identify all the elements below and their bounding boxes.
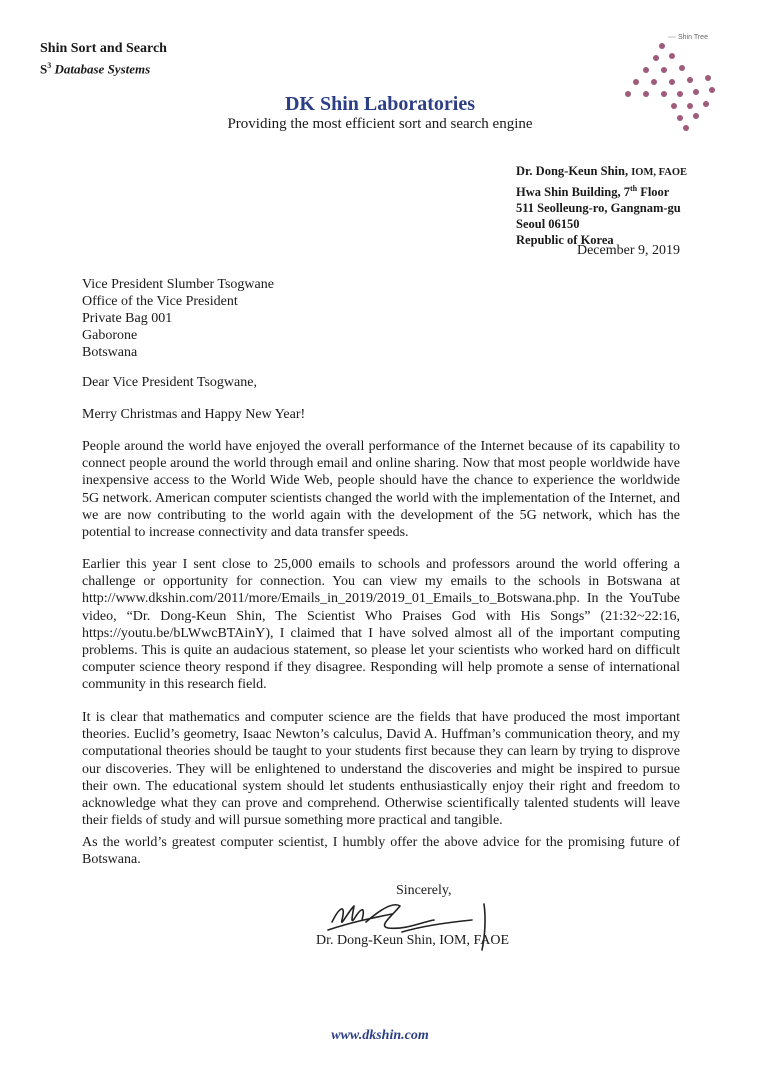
recipient-country: Botswana [82,345,138,360]
company-block [40,40,167,77]
sender-name-line: Dr. Dong-Keun Shin, IOM, FAOE [516,164,688,178]
greeting: Merry Christmas and Happy New Year! [82,407,306,422]
salutation: Dear Vice President Tsogwane, [82,375,257,390]
sender-address [516,163,687,248]
paragraph-emails: Earlier this year I sent close to 25,000 emails to schools and professors around the world offering a challenge or opportunity for connection. You can view my emails to the schools in Botswana at http://www.dkshin.com/2011/more/Emails_in_2019/2019_01_Emails_to_Botswana.php. In the YouTube video, “Dr. Dong-Keun Shin, The Scientist Who Praises God with His Songs” (21:32~22:16, https://youtu.be/bLWwcBTAinY), I claimed that I have solved almost all of the important computing problems. This is quite an audacious statement, so please let your scientists who worked hard on difficult computer science theory respond if they disagree. Responding will help promote a sense of international community in this research field. [82,557,680,693]
logo-dot [661,91,667,97]
logo-dot [709,87,715,93]
tagline: Providing the most efficient sort and search engine [227,116,533,132]
logo-dot [671,103,677,109]
logo-dot [693,113,699,119]
company-subtitle: $S^3$ Database Systems [40,61,151,77]
logo-dot [683,125,689,131]
logo-dot [677,115,683,121]
logo-dot [659,43,665,49]
lab-name: DK Shin Laboratories [284,93,476,115]
logo-dot [703,101,709,107]
logo-dot [661,67,667,73]
paragraph-education: It is clear that mathematics and computer science are the fields that have produced the most important theories. Euclid’s geometry, Isaac Newton’s calculus, David A. Huffman’s communication theory, and my computational theories should be taught to your students first because they can learn by trying to disprove our discoveries. They will be enlightened to understand the discoveries and might be inspired to pursue their own. The educational system should let students enthusiastically enjoy their right and freedom to acknowledge what they can prove and comprehend. Otherwise scientifically talented students will leave their fields of study and will pursue something more practical and tangible. [82,710,680,829]
logo-dot [633,79,639,85]
logo-dot [679,65,685,71]
logo-dot [677,91,683,97]
logo-dot [705,75,711,81]
shin-tree-logo-icon [616,28,726,133]
logo-dot [687,103,693,109]
valediction: Sincerely, [396,883,452,898]
company-name: Shin Sort and Search [40,41,167,56]
logo-dot [625,91,631,97]
logo-dot [669,53,675,59]
recipient-city: Gaborone [82,328,138,343]
footer-website: www.dkshin.com [331,1028,429,1043]
logo-dot [651,79,657,85]
logo-dot [687,77,693,83]
sender-street: 511 Seolleung-ro, Gangnam-gu [516,201,681,216]
sender-city: Seoul 06150 [516,217,580,232]
sender-country: Republic of Korea [516,233,614,248]
logo-dot [693,89,699,95]
paragraph-advice: As the world’s greatest computer scientist, I humbly offer the above advice for the promising future of Botswana. [82,835,680,868]
handwritten-signature [322,892,512,956]
logo-dot [653,55,659,61]
logo-dot [669,79,675,85]
logo-dot [643,91,649,97]
recipient-address [82,276,274,361]
signature-line: Dr. Dong-Keun Shin, IOM, FAOE [316,933,510,948]
letter-date: December 9, 2019 [576,243,680,258]
logo-label: Shin Tree [678,34,708,41]
sender-building: Hwa Shin Building, 7th Floor [516,184,670,200]
recipient-bag: Private Bag 001 [82,311,173,326]
logo-dot [643,67,649,73]
recipient-name: Vice President Slumber Tsogwane [82,277,274,292]
recipient-office: Office of the Vice President [82,294,238,309]
paragraph-internet: People around the world have enjoyed the overall performance of the Internet because of its capability to connect people around the world through email and online sharing. Now that most people worldwide have inexpensive access to the World Wide Web, people should have the chance to experience the worldwide 5G network. American computer scientists changed the world with the implementation of the Internet, and we are now contributing to the world again with the development of the 5G network, which has the potential to increase connectivity and data transfer speeds. [82,439,680,541]
